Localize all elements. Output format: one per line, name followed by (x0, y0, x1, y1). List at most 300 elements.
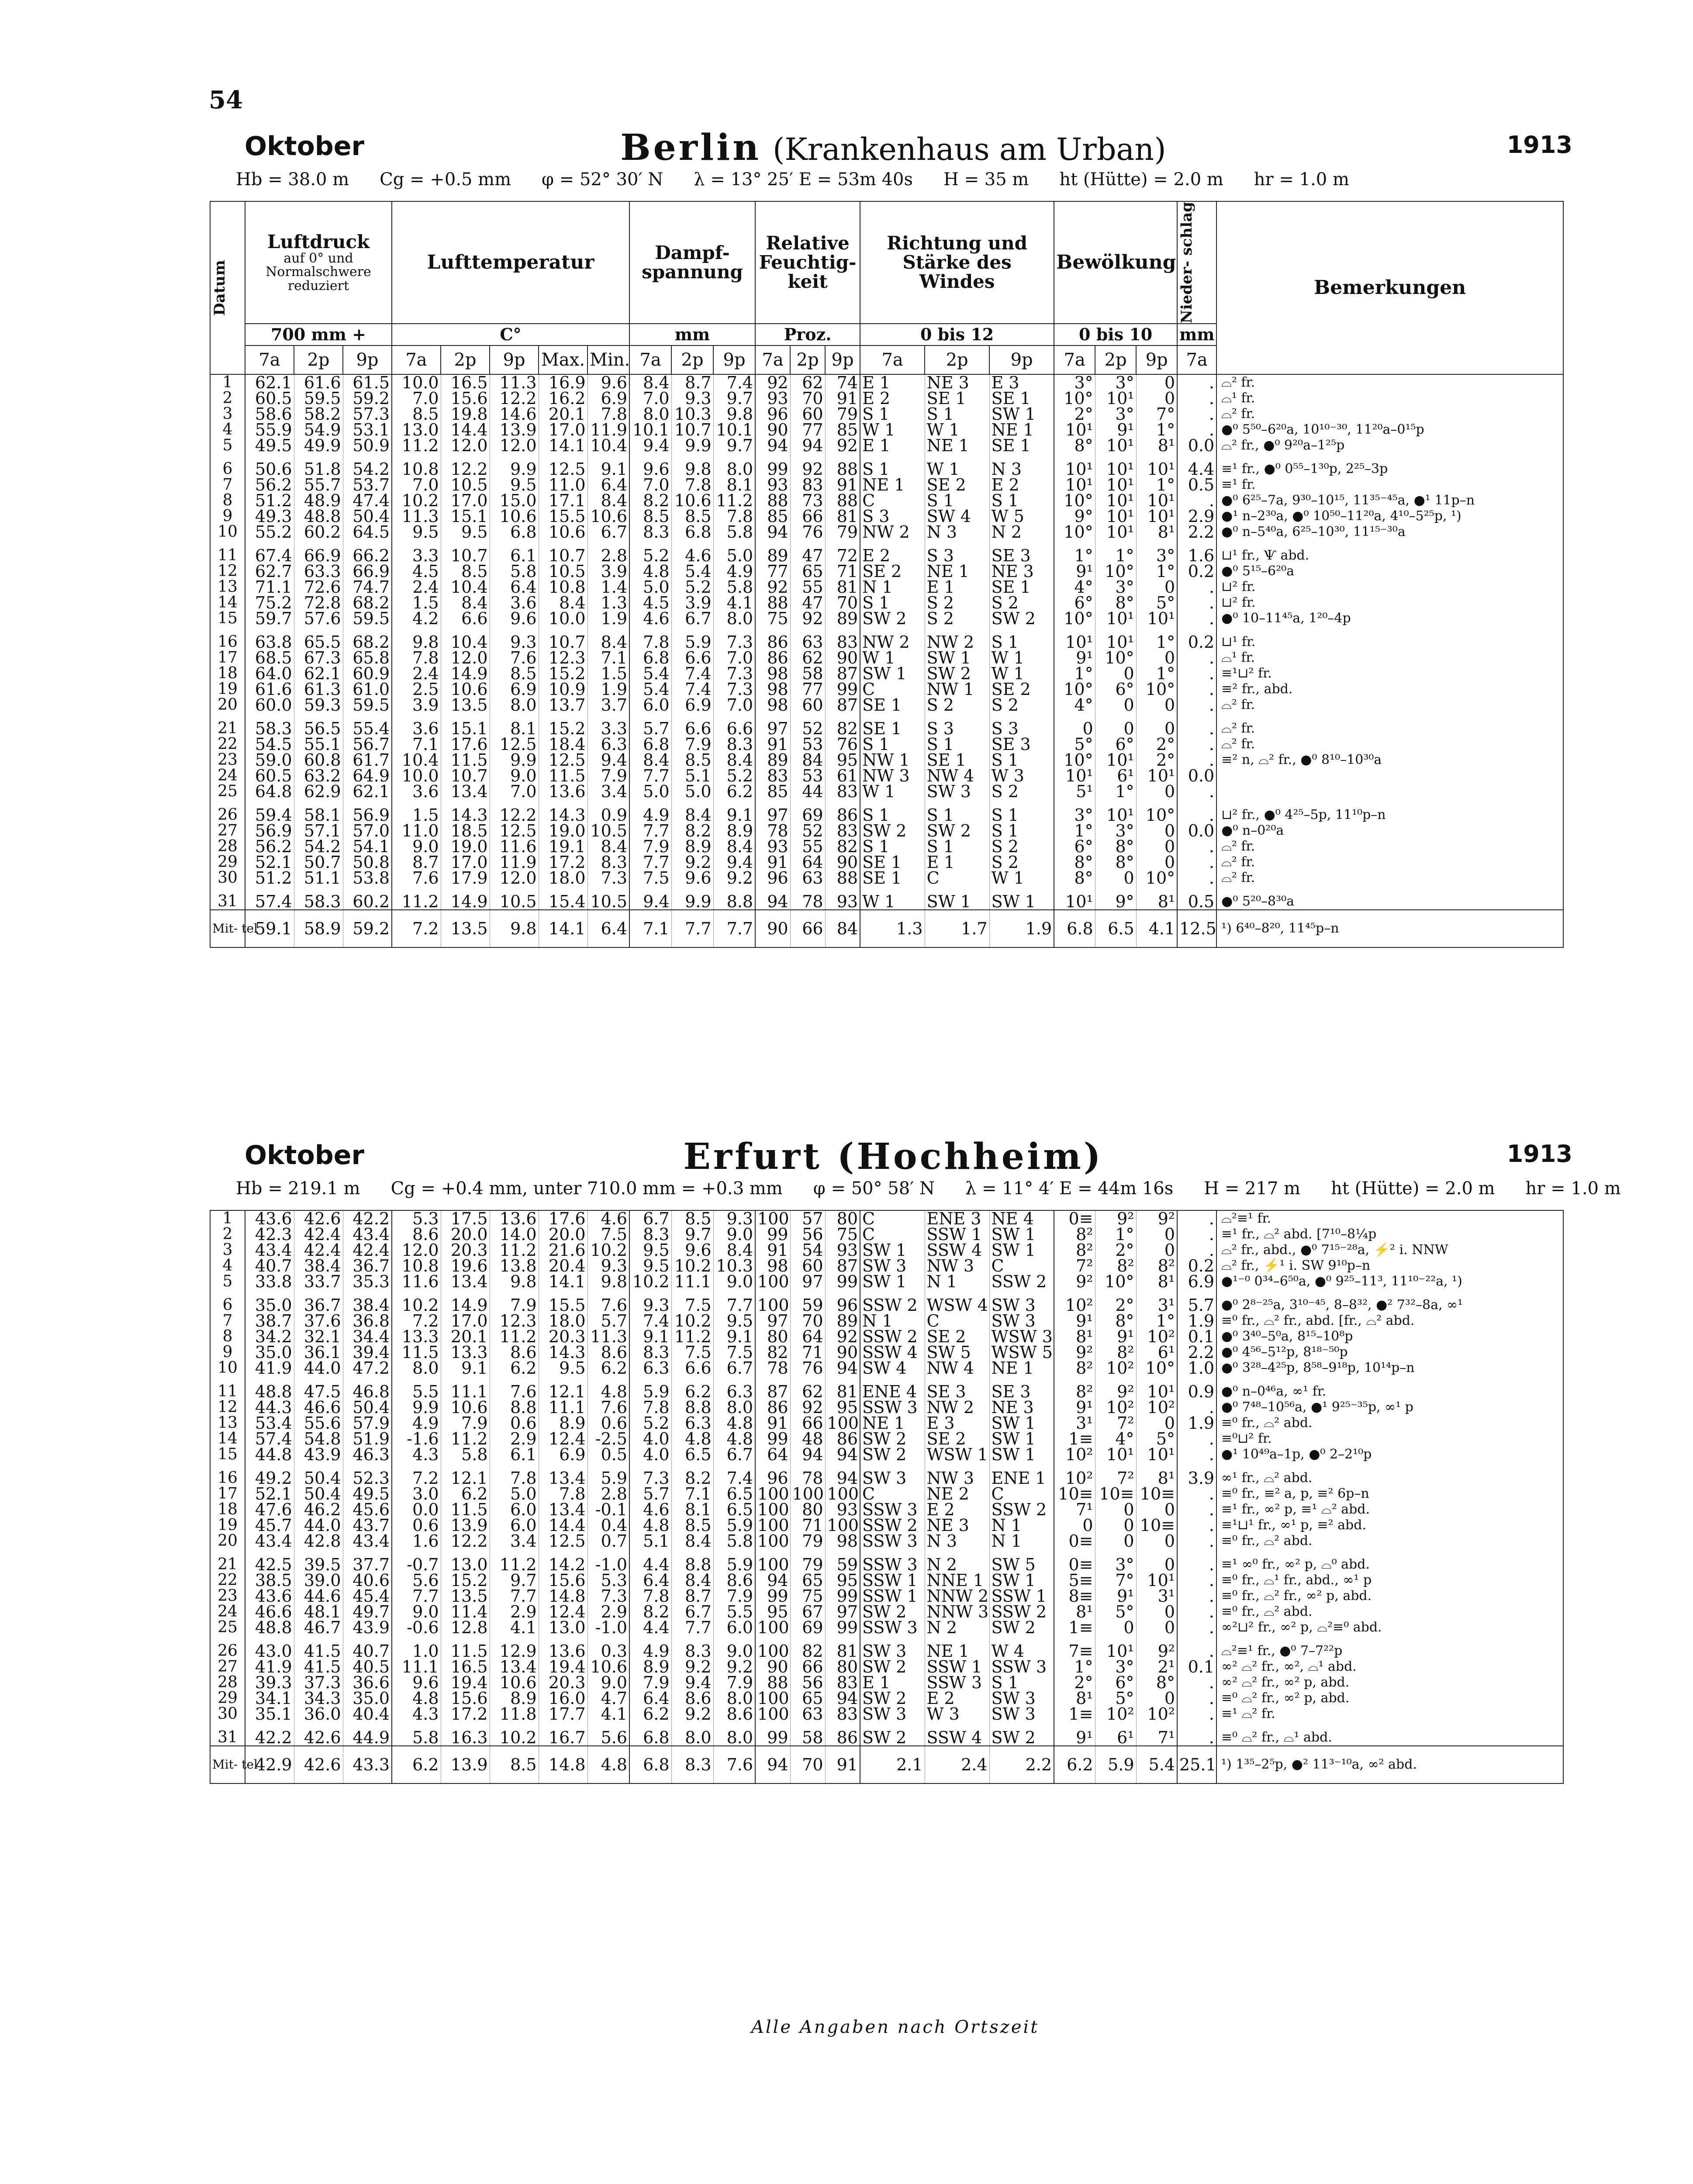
value-cell: 2.5 (392, 681, 441, 697)
value-cell: 9.9 (490, 461, 539, 477)
value-cell: 0≡ (1054, 1557, 1095, 1572)
table-row (210, 1344, 1563, 1360)
value-cell: 17.0 (539, 422, 587, 438)
value-cell: S 1 (860, 807, 925, 823)
day-cell: 14 (210, 1431, 245, 1447)
value-cell: 9.6 (629, 461, 671, 477)
value-cell: 4.7 (587, 1690, 629, 1706)
value-cell: 3° (1095, 406, 1136, 422)
value-cell: 64.0 (245, 666, 294, 681)
table-row (210, 1415, 1563, 1431)
value-cell: 0 (1095, 697, 1136, 713)
value-cell: 9² (1136, 1210, 1177, 1227)
value-cell: 46.3 (343, 1447, 392, 1462)
value-cell: 19.0 (441, 839, 490, 854)
value-cell: 76 (790, 1360, 825, 1376)
time-7a: 7a (392, 346, 441, 374)
table-row (210, 681, 1563, 697)
value-cell: 0.5 (587, 1447, 629, 1462)
value-cell: 8° (1054, 854, 1095, 870)
value-cell: SW 1 (989, 894, 1054, 910)
value-cell: W 3 (989, 768, 1054, 784)
value-cell: 0 (1136, 839, 1177, 854)
value-cell: 93 (825, 1242, 860, 1258)
value-cell: 8.9 (539, 1415, 587, 1431)
value-cell: SW 2 (989, 611, 1054, 626)
time-9p: 9p (490, 346, 539, 374)
value-cell: 78 (790, 894, 825, 910)
value-cell: SW 5 (989, 1557, 1054, 1572)
value-cell: 10≡ (1136, 1517, 1177, 1533)
value-cell: 2° (1054, 1675, 1095, 1690)
day-cell: 18 (210, 666, 245, 681)
value-cell: . (1177, 1447, 1216, 1462)
value-cell: . (1177, 784, 1216, 799)
value-cell: 61.5 (343, 374, 392, 390)
value-cell: 85 (755, 784, 790, 799)
value-cell: 6° (1054, 595, 1095, 611)
value-cell: 96 (825, 1297, 860, 1313)
value-cell: 8.4 (539, 595, 587, 611)
value-cell: 0 (1095, 721, 1136, 736)
value-cell: 7¹ (1054, 1502, 1095, 1517)
value-cell: 75 (825, 1227, 860, 1242)
value-cell: SW 2 (925, 666, 989, 681)
value-cell: 59.3 (294, 697, 343, 713)
value-cell: . (1177, 854, 1216, 870)
value-cell: SW 2 (860, 611, 925, 626)
value-cell: 5.2 (629, 1415, 671, 1431)
value-cell: 6° (1054, 839, 1095, 854)
value-cell: 42.8 (294, 1533, 343, 1549)
value-cell: NE 3 (925, 374, 989, 390)
value-cell: 8.3 (671, 1643, 713, 1659)
value-cell: 92 (790, 1400, 825, 1415)
value-cell: 7.4 (629, 1313, 671, 1329)
time-2p: 2p (294, 346, 343, 374)
value-cell: 59.5 (343, 611, 392, 626)
value-cell: 66.2 (343, 548, 392, 563)
value-cell: 10.4 (392, 752, 441, 768)
time-7a: 7a (755, 346, 790, 374)
value-cell: 8.5 (629, 508, 671, 524)
remark-cell: ⌓² fr. (1216, 736, 1563, 752)
value-cell: SE 2 (860, 563, 925, 579)
value-cell: 8¹ (1136, 438, 1177, 453)
day-cell: 3 (210, 1242, 245, 1258)
value-cell: 17.9 (441, 870, 490, 886)
value-cell: 66 (790, 508, 825, 524)
value-cell: 53.7 (343, 477, 392, 493)
value-cell: C (989, 1258, 1054, 1274)
mean-value: 6.8 (1054, 910, 1095, 947)
unit-niederschlag: mm (1177, 324, 1216, 346)
remark-cell: ≡¹⊔² fr. (1216, 666, 1563, 681)
value-cell: 80 (790, 1502, 825, 1517)
mean-label: Mit- tel (210, 910, 245, 947)
value-cell: 8.6 (713, 1706, 755, 1722)
value-cell: -0.1 (587, 1502, 629, 1517)
value-cell: W 1 (989, 650, 1054, 666)
value-cell: 10.7 (539, 634, 587, 650)
value-cell: 87 (825, 1258, 860, 1274)
value-cell: 9.5 (392, 524, 441, 540)
value-cell: 7.9 (629, 839, 671, 854)
value-cell: 11.2 (392, 894, 441, 910)
value-cell: 0 (1054, 1517, 1095, 1533)
remark-cell: ●⁰ n–0²⁰a (1216, 823, 1563, 839)
value-cell: 17.2 (539, 854, 587, 870)
value-cell: 12.2 (441, 461, 490, 477)
value-cell: SSW 4 (925, 1242, 989, 1258)
value-cell: 7² (1095, 1415, 1136, 1431)
day-cell: 14 (210, 595, 245, 611)
value-cell: 20.1 (441, 1329, 490, 1344)
value-cell: 8¹ (1054, 1604, 1095, 1620)
table-row (210, 894, 1563, 910)
value-cell: . (1177, 839, 1216, 854)
value-cell: 8¹ (1136, 894, 1177, 910)
year-label: 1913 (1506, 1140, 1572, 1168)
value-cell: 44.9 (343, 1730, 392, 1746)
day-cell: 31 (210, 894, 245, 910)
value-cell: S 1 (989, 1675, 1054, 1690)
value-cell: 7.6 (392, 870, 441, 886)
value-cell: SW 1 (989, 406, 1054, 422)
value-cell: 8≡ (1054, 1588, 1095, 1604)
remark-cell: ≡¹ fr., ●⁰ 0⁵⁵–1³⁰p, 2²⁵–3p (1216, 461, 1563, 477)
day-cell: 27 (210, 823, 245, 839)
value-cell: 83 (825, 1675, 860, 1690)
value-cell: 63.2 (294, 768, 343, 784)
value-cell: 64 (755, 1447, 790, 1462)
value-cell: 11.4 (441, 1604, 490, 1620)
value-cell: E 1 (860, 438, 925, 453)
day-cell: 25 (210, 1620, 245, 1635)
value-cell: 75 (790, 1588, 825, 1604)
remark-cell: ⌓¹ fr. (1216, 650, 1563, 666)
value-cell: 88 (825, 493, 860, 508)
value-cell: 6.9 (490, 681, 539, 697)
value-cell: 62.1 (294, 666, 343, 681)
value-cell: 47.5 (294, 1384, 343, 1400)
value-cell: 9.1 (713, 1329, 755, 1344)
table-row (210, 548, 1563, 563)
value-cell: 14.4 (539, 1517, 587, 1533)
value-cell: 48.1 (294, 1604, 343, 1620)
value-cell: 11.3 (490, 374, 539, 390)
station-erfurt (210, 1136, 1621, 1784)
value-cell: 6¹ (1095, 768, 1136, 784)
remark-cell: ⊔¹ fr. (1216, 634, 1563, 650)
value-cell: 6.6 (671, 1360, 713, 1376)
value-cell: 71 (790, 1517, 825, 1533)
table-row (210, 595, 1563, 611)
value-cell: 84 (790, 752, 825, 768)
value-cell: 62 (790, 650, 825, 666)
value-cell: 86 (825, 807, 860, 823)
value-cell: SW 5 (925, 1344, 989, 1360)
value-cell: SE 3 (989, 1384, 1054, 1400)
value-cell: 7.8 (629, 1588, 671, 1604)
table-row (210, 493, 1563, 508)
value-cell: 47 (790, 595, 825, 611)
value-cell: 52.3 (343, 1470, 392, 1486)
value-cell: . (1177, 1675, 1216, 1690)
value-cell: 15.6 (441, 1690, 490, 1706)
value-cell: 59.4 (245, 807, 294, 823)
value-cell: 97 (790, 1274, 825, 1289)
value-cell: . (1177, 1533, 1216, 1549)
value-cell: S 2 (989, 854, 1054, 870)
value-cell: 10² (1054, 1470, 1095, 1486)
value-cell: . (1177, 736, 1216, 752)
day-cell: 17 (210, 1486, 245, 1502)
table-row (210, 374, 1563, 390)
value-cell: 8.4 (713, 1242, 755, 1258)
value-cell: 11.0 (392, 823, 441, 839)
value-cell: 71 (825, 563, 860, 579)
value-cell: 5.0 (671, 784, 713, 799)
value-cell: 83 (825, 823, 860, 839)
value-cell: 34.1 (245, 1690, 294, 1706)
value-cell: 82 (790, 1643, 825, 1659)
value-cell: 8² (1054, 1242, 1095, 1258)
value-cell: 39.4 (343, 1344, 392, 1360)
mean-value: 14.8 (539, 1746, 587, 1783)
value-cell: 15.6 (539, 1572, 587, 1588)
value-cell: 11.5 (539, 768, 587, 784)
value-cell: 5.2 (671, 579, 713, 595)
value-cell: 55.4 (343, 721, 392, 736)
value-cell: 8.9 (629, 1659, 671, 1675)
value-cell: S 2 (925, 611, 989, 626)
value-cell: 3.9 (1177, 1470, 1216, 1486)
value-cell: 20.3 (539, 1329, 587, 1344)
value-cell: 0 (1136, 1620, 1177, 1635)
value-cell: 66.9 (343, 563, 392, 579)
value-cell: 12.5 (490, 736, 539, 752)
value-cell: SSW 1 (925, 1227, 989, 1242)
value-cell: 5.3 (392, 1210, 441, 1227)
value-cell: 16.5 (441, 1659, 490, 1675)
value-cell: 94 (755, 438, 790, 453)
value-cell: 5.8 (713, 579, 755, 595)
value-cell: SSW 3 (860, 1620, 925, 1635)
value-cell: 43.4 (245, 1533, 294, 1549)
value-cell: 70 (790, 1313, 825, 1329)
value-cell: 8.4 (671, 1572, 713, 1588)
value-cell: SSW 1 (989, 1588, 1054, 1604)
value-cell: 2.9 (587, 1604, 629, 1620)
value-cell: 7.7 (671, 1620, 713, 1635)
time-7a: 7a (245, 346, 294, 374)
value-cell: 4.0 (629, 1447, 671, 1462)
value-cell: 8.6 (713, 1572, 755, 1588)
value-cell: WSW 5 (989, 1344, 1054, 1360)
value-cell: SW 4 (925, 508, 989, 524)
value-cell: 94 (825, 1690, 860, 1706)
constant: Hb = 219.1 m (236, 1178, 360, 1199)
value-cell: 9° (1054, 508, 1095, 524)
value-cell: 9.8 (713, 406, 755, 422)
value-cell: 0 (1136, 1557, 1177, 1572)
value-cell: S 3 (925, 721, 989, 736)
value-cell: 8.5 (671, 508, 713, 524)
value-cell: 7.3 (713, 666, 755, 681)
value-cell: 10.2 (392, 1297, 441, 1313)
mean-value: 59.1 (245, 910, 294, 947)
value-cell: 43.9 (294, 1447, 343, 1462)
value-cell: . (1177, 1431, 1216, 1447)
value-cell: 4° (1095, 1431, 1136, 1447)
table-row (210, 508, 1563, 524)
value-cell: 8.6 (490, 1344, 539, 1360)
value-cell: 1.0 (392, 1643, 441, 1659)
table-row (210, 1210, 1563, 1227)
value-cell: 44.0 (294, 1517, 343, 1533)
value-cell: 19.4 (441, 1675, 490, 1690)
value-cell: S 1 (989, 807, 1054, 823)
value-cell: 8.9 (713, 823, 755, 839)
value-cell: 9.0 (713, 1227, 755, 1242)
table-row (210, 1360, 1563, 1376)
value-cell: 8° (1054, 870, 1095, 886)
value-cell: 3¹ (1054, 1415, 1095, 1431)
value-cell: 13.5 (441, 697, 490, 713)
value-cell: 57.3 (343, 406, 392, 422)
value-cell: 7.6 (587, 1297, 629, 1313)
value-cell: 11.2 (392, 438, 441, 453)
value-cell: 5≡ (1054, 1572, 1095, 1588)
value-cell: . (1177, 579, 1216, 595)
value-cell: 10¹ (1136, 493, 1177, 508)
time-9p: 9p (1136, 346, 1177, 374)
value-cell: 99 (825, 1274, 860, 1289)
value-cell: SSW 3 (860, 1557, 925, 1572)
constant: hr = 1.0 m (1254, 169, 1349, 190)
value-cell: 52.1 (245, 854, 294, 870)
value-cell: NW 1 (925, 681, 989, 697)
remark-cell: ≡¹ ⌓² fr. (1216, 1706, 1563, 1722)
table-row (210, 1274, 1563, 1289)
value-cell: 50.6 (245, 461, 294, 477)
value-cell: W 3 (925, 1706, 989, 1722)
value-cell: 10.6 (671, 493, 713, 508)
value-cell: 56.7 (343, 736, 392, 752)
value-cell: S 1 (989, 823, 1054, 839)
value-cell: 54.5 (245, 736, 294, 752)
value-cell: 100 (825, 1517, 860, 1533)
value-cell: 5.5 (713, 1604, 755, 1620)
day-cell: 11 (210, 548, 245, 563)
value-cell: 73 (790, 493, 825, 508)
value-cell: 54.2 (343, 461, 392, 477)
value-cell: 7.0 (629, 390, 671, 406)
value-cell: 8.4 (713, 752, 755, 768)
value-cell: 42.6 (294, 1730, 343, 1746)
value-cell: 10.9 (539, 681, 587, 697)
value-cell: 7.5 (587, 1227, 629, 1242)
value-cell: 18.5 (441, 823, 490, 839)
value-cell: 36.6 (343, 1675, 392, 1690)
value-cell: 86 (755, 634, 790, 650)
table-row (210, 390, 1563, 406)
value-cell: SW 2 (860, 1447, 925, 1462)
table-row (210, 1517, 1563, 1533)
value-cell: SSW 4 (860, 1344, 925, 1360)
value-cell: 8.4 (629, 374, 671, 390)
value-cell: W 1 (989, 666, 1054, 681)
table-row (210, 752, 1563, 768)
value-cell: 9.1 (629, 1329, 671, 1344)
value-cell: 57 (790, 1210, 825, 1227)
remark-cell: ⌓² fr. (1216, 406, 1563, 422)
value-cell: 8° (1095, 1313, 1136, 1329)
value-cell: 57.0 (343, 823, 392, 839)
value-cell: 4.1 (490, 1620, 539, 1635)
value-cell: 14.3 (539, 1344, 587, 1360)
value-cell: 42.4 (343, 1242, 392, 1258)
value-cell: 9° (1095, 894, 1136, 910)
value-cell: 6.2 (587, 1360, 629, 1376)
value-cell: . (1177, 406, 1216, 422)
value-cell: 13.9 (490, 422, 539, 438)
value-cell: 93 (755, 390, 790, 406)
value-cell: 10° (1054, 611, 1095, 626)
remark-cell: ●⁰ 5⁵⁰–6²⁰a, 10¹⁰⁻³⁰, 11²⁰a–0¹⁵p (1216, 422, 1563, 438)
value-cell: 4.3 (392, 1447, 441, 1462)
value-cell: 9² (1054, 1344, 1095, 1360)
value-cell: 46.6 (294, 1400, 343, 1415)
value-cell: . (1177, 1502, 1216, 1517)
table-row (210, 1557, 1563, 1572)
value-cell: 36.8 (343, 1313, 392, 1329)
value-cell: SSW 3 (860, 1502, 925, 1517)
value-cell: 2.2 (1177, 524, 1216, 540)
value-cell: 53.1 (343, 422, 392, 438)
value-cell: N 2 (925, 1620, 989, 1635)
remark-cell: ≡⁰ fr., ⌓² fr., ∞² p, abd. (1216, 1588, 1563, 1604)
value-cell: 48 (790, 1431, 825, 1447)
value-cell: 49.3 (245, 508, 294, 524)
value-cell: 4.4 (629, 1557, 671, 1572)
value-cell: NE 3 (989, 563, 1054, 579)
mean-value: 8.3 (671, 1746, 713, 1783)
value-cell: 82 (825, 839, 860, 854)
value-cell: 11.1 (671, 1274, 713, 1289)
value-cell: 59 (825, 1557, 860, 1572)
value-cell: . (1177, 1227, 1216, 1242)
value-cell: 20.0 (539, 1227, 587, 1242)
value-cell: 11.2 (490, 1242, 539, 1258)
value-cell: E 3 (989, 374, 1054, 390)
value-cell: 40.4 (343, 1706, 392, 1722)
value-cell: NE 3 (925, 1517, 989, 1533)
unit-temperatur: C° (392, 324, 629, 346)
value-cell: 2.9 (490, 1604, 539, 1620)
value-cell: 81 (825, 579, 860, 595)
year-label: 1913 (1506, 131, 1572, 159)
value-cell: 10.8 (539, 579, 587, 595)
value-cell: 9.7 (490, 1572, 539, 1588)
value-cell: 9.5 (713, 1313, 755, 1329)
value-cell: 8.0 (713, 611, 755, 626)
value-cell: 8.0 (713, 1690, 755, 1706)
value-cell: SE 1 (860, 870, 925, 886)
value-cell: 6.8 (629, 650, 671, 666)
value-cell: 90 (755, 1659, 790, 1675)
